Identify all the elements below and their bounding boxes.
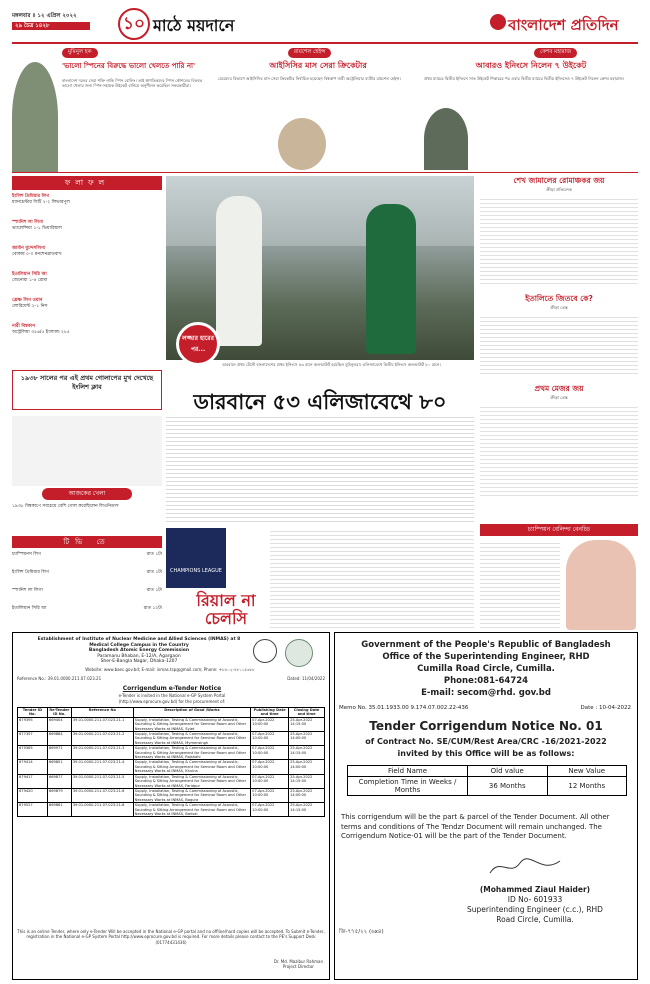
story-byline: ক্রীড়া প্রতিবেদক <box>546 187 572 192</box>
col-header: New Value <box>547 766 627 777</box>
cell: Supply, Installation, Testing & Commissioning of Acoustic, Sounding & Sitting Arrangement for Seminar Room and Other Necessary Works at INMAS, Bogura <box>133 788 250 802</box>
story-headline: 'ভালো স্পিনের বিরুদ্ধে ভালো খেলতে পারি না' <box>62 62 196 70</box>
story-title: শেখ জামালের রোমাঞ্চকর জয় <box>513 176 605 185</box>
story-body: বাংলাদেশ দলের সেরা শক্তি নাকি স্পিন বোলিং। তাই স্বাগতিকদের স্পিন কৌশলের বিরুদ্ধে ভালো খেলার জন্য স্পিন-সহায়ক উইকেট বানিয়ে অনুশীলন করেছিল সফরকারীরা। <box>62 78 203 89</box>
cell: 25-Apr-2022 14:00:00 <box>289 788 325 802</box>
tv-heading: টিভি তে <box>12 536 162 548</box>
col-header: Tender ID No. <box>18 708 48 718</box>
section-rule <box>12 172 638 173</box>
section-title: মাঠে ময়দানে <box>153 16 235 35</box>
signer-designation: Superintending Engineer (c.c.), RHD <box>467 905 603 914</box>
tv-item <box>12 570 162 588</box>
cell: 12 Months <box>547 777 627 796</box>
cell: 36 Months <box>468 777 548 796</box>
today-text: ১৯৩৮ বিশ্বকাপে সবচেয়ে বেশি গোল করেছিলেন লিওনিডাস <box>12 504 119 509</box>
cell: Supply, Installation, Testing & Commissioning of Acoustic, Sounding & Sitting Arrangement for Seminar Room and Other Necessary Works at INMAS, Mymensingh <box>133 732 250 746</box>
result-title: জার্মান বুন্দেসলিগা <box>12 246 46 251</box>
col-header: Re-Tender ID No. <box>47 708 71 718</box>
cell: 07-Apr-2022 10:00:00 <box>251 774 289 788</box>
cell: Supply, Installation, Testing & Commissioning of Acoustic, Sounding & Sitting Arrangement for Seminar Room and Other Necessary Works at INMAS, Faridpur <box>133 774 250 788</box>
portrait-icon <box>253 639 277 663</box>
inmas-address2: Sher-E-Bangla Nagar, Dhaka-1207 <box>100 659 178 665</box>
tv-item <box>12 588 162 606</box>
inmas-note: This is an online Tender, where only e-Tender Will be accepted in the National e-GP portal and no offline/hard copies will be accepted. To Submit e-Tender, registration in the National e-GP System Portal http://www.eprocure.gov.bd is required. For more details please contact to the PE's Support Desk (01774431436) <box>17 929 325 945</box>
quiz-box <box>12 416 162 486</box>
page-number: ১০ <box>118 8 150 40</box>
col-header: Old value <box>468 766 548 777</box>
cell: 07-Apr-2022 10:00:00 <box>251 803 289 817</box>
right-column <box>480 176 638 630</box>
header-date <box>12 12 117 30</box>
tender-header <box>335 639 637 699</box>
story-body: মেয়েদের বিভাগে আইসিসির মাস সেরা ক্রিকেটার নির্বাচিত হয়েছেন বিশ্বকাপ জয়ী অস্ট্রেলিয়ার ব্যাটার রায়শেল হেইন্স। <box>218 76 401 81</box>
story-headline: আবারও ইনিংসে নিলেন ৭ উইকেট <box>475 61 587 70</box>
lead-headline: ডারবানে ৫৩ এলিজাবেথে ৮০ <box>193 390 447 414</box>
story-byline: ক্রীড়া ডেস্ক <box>550 305 568 310</box>
ucl-story-text <box>270 528 474 628</box>
player-figure <box>366 204 416 354</box>
player-photo <box>566 540 636 630</box>
col-header: Closing Date and time <box>289 708 325 718</box>
ucl-logo: CHAMPIONS LEAGUE <box>166 528 226 588</box>
story-body: প্রথম ম্যাচের দ্বিতীয় ইনিংসে সাত উইকেট শিকারের পর এবার দ্বিতীয় ম্যাচের দ্বিতীয় ইনিংসেও ৭ উইকেট নিলেন কেশব মহারাজ। <box>424 76 624 81</box>
today-heading: আজকের খেলা <box>42 488 132 500</box>
cell: Supply, Installation, Testing & Commissioning of Acoustic, Sounding & Sitting Arrangement for Seminar Room and Other Necessary Works at INMAS, Rajshahi <box>133 746 250 760</box>
signature-mark <box>485 855 565 879</box>
col-header: Field Name <box>348 766 468 777</box>
cell: 07-Apr-2022 10:00:00 <box>251 746 289 760</box>
cell: 679365 <box>18 746 48 760</box>
signer-name: (Mohammed Ziaul Haider) <box>479 885 591 894</box>
cell: 679527 <box>18 803 48 817</box>
cell: 669884 <box>47 732 71 746</box>
cell: 25-Apr-2022 14:15:00 <box>289 774 325 788</box>
story-text <box>480 540 560 630</box>
tender-table-header <box>348 766 627 777</box>
tender-date: Date : 10-04-2022 <box>580 705 631 711</box>
sidebar-heading: ফলাফল <box>12 176 162 190</box>
result-text: ম্যানচেস্টার সিটি ২-২ লিভারপুল <box>12 200 70 205</box>
cell: Supply, Installation, Testing & Commissioning of Acoustic, Sounding & Sitting Arrangement for Seminar Room and Other Necessary Works at INMAS, Khulna <box>133 760 250 774</box>
story-byline: ক্রীড়া ডেস্ক <box>550 395 568 400</box>
tender-body: This corrigendum will be the part & parcel of the Tender Document. All other terms and conditions of The Tendzr Document will remain unchanged. The Corrigendum Notice-01 will be the part of the Tender Document. <box>341 813 610 840</box>
cell: 669877 <box>47 774 71 788</box>
inmas-dept: Bangladesh Atomic Energy Commission <box>88 648 190 654</box>
inmas-signer <box>274 959 323 970</box>
table-row <box>348 777 627 796</box>
tv-item-time: রাত ১টা <box>146 588 162 593</box>
table-row <box>18 717 325 731</box>
col-header: Reference No <box>71 708 133 718</box>
cell: 07-Apr-2022 10:00:00 <box>251 717 289 731</box>
cell: 679417 <box>18 774 48 788</box>
story-title: প্রথম মেজর জয় <box>534 384 584 393</box>
story-title: ইতালিতে জিতবে কে? <box>525 294 593 303</box>
player-photo <box>424 108 468 170</box>
signer-office: Road Circle, Cumilla. <box>496 915 574 924</box>
cell: 25-Apr-2022 14:00:00 <box>289 732 325 746</box>
tv-item-name: স্প্যানিশ লা লিগা <box>12 588 43 593</box>
table-row <box>18 774 325 788</box>
top-story-2 <box>218 48 418 172</box>
cell: 39.01.0000.211.07.023.21-8 <box>71 803 133 817</box>
cell: 677357 <box>18 732 48 746</box>
cell: 679420 <box>18 788 48 802</box>
tender-ref: জি-৭৭৫/২২ (৬x৪) <box>339 929 384 935</box>
story-tag: কেশব মহারাজ <box>534 48 577 58</box>
tender-circle: Cumilla Road Circle, Cumilla. <box>417 664 555 674</box>
tv-item-time: রাত ১টা <box>146 570 162 575</box>
result-text: জেনোয়া ১-৪ রোমা <box>12 278 48 283</box>
result-title: স্প্যানিশ লা লিগা <box>12 220 44 225</box>
tv-item-name: চ্যাম্পিয়নস লিগ <box>12 552 41 557</box>
history-box: ১৯৩৮ সালের পর এই প্রথম গোলাপের মুখ দেখেছে ইংলিশ ক্লাব <box>12 370 162 410</box>
result-item <box>12 298 162 324</box>
result-item <box>12 272 162 298</box>
header-rule <box>12 42 638 44</box>
result-title: নারী বিশ্বকাপ <box>12 324 36 329</box>
newspaper-logo: বাংলাদেশ প্রতিদিন <box>508 16 619 34</box>
story-text <box>480 196 638 286</box>
result-item <box>12 220 162 246</box>
tv-item-name: ইতালিয়ান সিরি আ <box>12 606 47 611</box>
logo-icon <box>490 14 506 30</box>
cell: 669861 <box>47 803 71 817</box>
result-title: ফ্রেঞ্চ লিগ ওয়ান <box>12 298 43 303</box>
results-list <box>12 194 162 350</box>
cell: 679395 <box>18 717 48 731</box>
result-text: বোকাম ০-০ মনশেনগ্লাডবাখ <box>12 252 62 257</box>
player-photo <box>12 62 58 172</box>
lead-body-text <box>166 414 474 524</box>
cell: 39.01.0000.211.07.023.21-1 <box>71 717 133 731</box>
cell: Completion Time in Weeks / Months <box>348 777 468 796</box>
cell: 25-Apr-2022 14:00:00 <box>289 760 325 774</box>
tender-subtitle: of Contract No. SE/CUM/Rest Area/CRC -16/2021-2022 <box>365 737 607 746</box>
result-title: ইংলিশ প্রিমিয়ার লিগ <box>12 194 50 199</box>
cell: Supply, Installation, Testing & Commissioning of Acoustic, Sounding & Sitting Arrangement for Seminar Room and Other Necessary Works at INMAS, Barisal <box>133 803 250 817</box>
cell: 679414 <box>18 760 48 774</box>
tv-list <box>12 552 162 624</box>
baec-logo-icon <box>285 639 313 667</box>
cell: 25-Apr-2022 14:15:00 <box>289 746 325 760</box>
story-tag: মুমিনুল হক <box>62 48 98 58</box>
tender-gov: Government of the People's Republic of Bangladesh <box>361 640 611 650</box>
cell: 669404 <box>47 717 71 731</box>
tv-item <box>12 606 162 624</box>
result-text: লোরিয়েন্ট ২-১ নিস <box>12 304 48 309</box>
cell: 07-Apr-2022 10:00:00 <box>251 788 289 802</box>
inmas-org: Establishment of Institute of Nuclear Medicine and Allied Sciences (INMAS) at 8 Medical College Campus in the Country <box>37 637 241 648</box>
cell: 669971 <box>47 746 71 760</box>
story-text <box>480 314 638 376</box>
tender-signer <box>435 885 635 925</box>
result-item <box>12 194 162 220</box>
story-tag: রায়শেল হেইন্স <box>288 48 331 58</box>
signer-title: Project Director <box>282 964 314 970</box>
table-row <box>18 788 325 802</box>
cell: 25-Apr-2022 14:15:00 <box>289 803 325 817</box>
story-title: চ্যাম্পিয়ন বেলিন্দা বেনচিচ <box>480 524 638 536</box>
col-header: Description of Good /Works <box>133 708 250 718</box>
cell: 25-Apr-2022 14:15:00 <box>289 717 325 731</box>
table-row <box>18 760 325 774</box>
inmas-reference: Reference No.: 39.01.0000.211.07.023.21 <box>17 676 102 681</box>
cell: 39.01.0000.211.07.023.21-2 <box>71 732 133 746</box>
result-item <box>12 246 162 272</box>
player-figure <box>216 196 262 346</box>
inmas-table-header <box>18 708 325 718</box>
lead-label: লজ্জার হারের পর... <box>176 322 220 366</box>
inmas-subtitle: e-Tender is invited in the National e-GP System Portal <box>118 693 226 698</box>
cell: 39.01.0000.211.07.023.21-5 <box>71 774 133 788</box>
cell: Supply, Installation, Testing & Commissioning of Acoustic, Sounding & Sitting Arrangement for Seminar Room and Other Necessary Works at INMAS, Sylet <box>133 717 250 731</box>
cell: 669801 <box>47 760 71 774</box>
result-text: ভ্যালেন্সিয়া ১-১ ভিয়ারিয়াল <box>12 226 62 231</box>
ucl-banner: রিয়াল না চেলসি <box>196 591 256 628</box>
top-story-3 <box>424 48 638 172</box>
cell: 39.01.0000.211.07.023.21-6 <box>71 788 133 802</box>
inmas-title: Corrigendum e-Tender Notice <box>122 685 222 692</box>
tv-item-name: ইংলিশ প্রিমিয়ার লিগ <box>12 570 49 575</box>
stadium-backdrop <box>166 176 474 246</box>
tender-memo: Memo No. 35.01.1933.00 9.174.07.002.22-436 <box>339 705 469 711</box>
date-line: মঙ্গলবার ॥ ১২ এপ্রিল ২০২২ <box>12 13 77 19</box>
date-line-2: ২৯ চৈত্র ১৪২৮ <box>12 22 90 30</box>
lead-caption: ডারবানে প্রথম টেস্টে বাংলাদেশের প্রথম ইনিংসে ৫৩ রানে অলআউট হয়েছিল মুমিনুলরা। এলিজাবেথে দ্বিতীয় ইনিংসে অলআউট ৮০ রানে। <box>222 362 441 367</box>
table-row <box>18 746 325 760</box>
sidebar <box>12 176 162 632</box>
tender-subtitle-2: invited by this Office will be as follows: <box>397 749 575 758</box>
tender-phone: Phone:081-64724 <box>443 676 529 686</box>
signer-name: Dr. Md. Mazibur Rahman <box>273 959 323 964</box>
result-item <box>12 324 162 350</box>
signer-id: ID No- 601933 <box>507 895 563 904</box>
inmas-dated: Dated: 11/04/2022 <box>287 676 325 681</box>
inmas-address: Paramanu Bhaban, E-12/A, Agargaon <box>97 653 181 659</box>
tender-office: Office of the Superintending Engineer, RHD <box>382 652 590 662</box>
col-header: Publishing Date and time <box>251 708 289 718</box>
inmas-table <box>17 707 325 817</box>
cell: 39.01.0000.211.07.023.21-4 <box>71 760 133 774</box>
result-title: ইতালিয়ান সিরি আ <box>12 272 47 277</box>
player-photo <box>278 118 326 170</box>
result-text: অস্ট্রেলিয়া ৩৫৬/৫ ইংল্যান্ড ২৮৫ <box>12 330 70 335</box>
tv-item-time: রাত ১টা <box>146 552 162 557</box>
tv-item-time: রাত ১২টা <box>143 606 162 611</box>
cell: 07-Apr-2022 10:00:00 <box>251 732 289 746</box>
tender-email: E-mail: secom@rhd. gov.bd <box>421 688 551 698</box>
inmas-web: Website: www.baec.gov.bd; E-mail: inmas.tsp@gmail.com; Phone: +৮৮০২-৪৮১১৫৩৮৮ <box>85 667 255 672</box>
top-story-1 <box>12 48 212 172</box>
inmas-tender-ad <box>12 632 330 980</box>
rhd-tender-ad <box>334 632 638 980</box>
inmas-portal: (http://www.eprocure.gov.bd) for the procurement of: <box>118 699 226 704</box>
story-text <box>480 404 638 496</box>
cell: 07-Apr-2022 10:00:00 <box>251 760 289 774</box>
inmas-header <box>33 637 245 665</box>
cell: 669879 <box>47 788 71 802</box>
table-row <box>18 803 325 817</box>
table-row <box>18 732 325 746</box>
tender-title: Tender Corrigendum Notice No. 01 <box>369 719 603 733</box>
tender-table <box>347 765 627 796</box>
tv-item <box>12 552 162 570</box>
story-headline: আইসিসির মাস সেরা ক্রিকেটার <box>269 61 367 70</box>
cell: 39.01.0000.211.07.023.21-3 <box>71 746 133 760</box>
